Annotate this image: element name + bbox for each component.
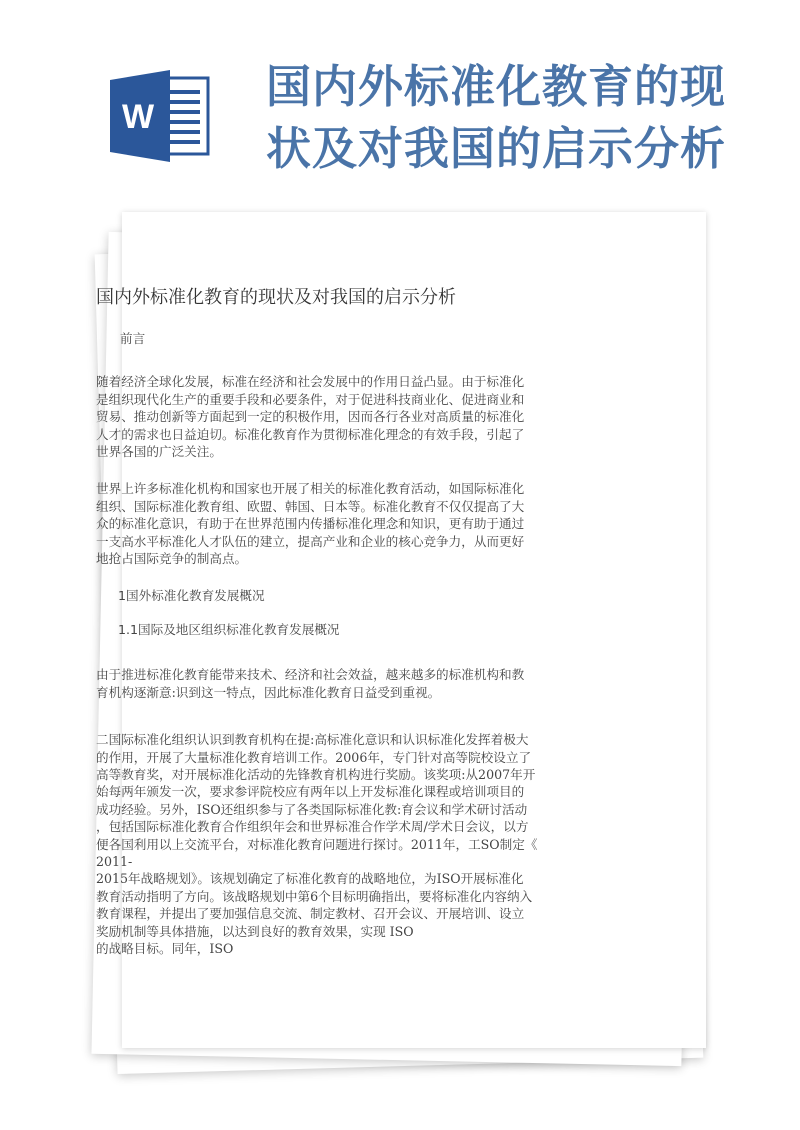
document-title: 国内外标准化教育的现状及对我国的启示分析 (96, 287, 456, 308)
text-line: 组织、国际标准化教育组、欧盟、韩国、日本等。标准化教育不仅仅提高了大 (96, 498, 525, 514)
text-line: 育机构逐渐意:识到这一特点，因此标准化教育日益受到重视。 (96, 684, 441, 700)
preface-label: 前言 (120, 331, 146, 346)
paragraph-section-1 (96, 666, 636, 701)
word-icon-letter: W (121, 98, 155, 136)
banner-title (266, 56, 766, 180)
banner-title-line-2: 状及对我国的启示分析 (266, 122, 727, 175)
text-line: 是组织现代化生产的重要手段和必要条件，对于促进科技商业化、促进商业和 (96, 391, 525, 407)
text-line: 世界上许多标准化机构和国家也开展了相关的标准化教育活动，如国际标准化 (96, 481, 525, 497)
word-logo-graphic (108, 70, 212, 162)
paragraph-intro-2 (96, 480, 636, 567)
text-line: 高等教育奖，对开展标准化活动的先锋教育机构进行奖励。该奖项:从2007年开 (96, 766, 536, 782)
text-line: 教育课程，并提出了要加强信息交流、制定教材、召开会议、开展培训、设立 (96, 906, 525, 922)
section-heading-1-1: 1.1国际及地区组织标准化教育发展概况 (118, 621, 340, 637)
text-line: 2011- (96, 853, 133, 869)
text-line: 奖励机制等具体措施，以达到良好的教育效果，实现 ISO (96, 923, 414, 939)
text-line: 便各国利用以上交流平台，对标准化教育问题进行探讨。2011年，工SO制定《 (96, 836, 538, 852)
section-heading-1: 1国外标准化教育发展概况 (118, 588, 265, 604)
text-line: 2015年战略规划》。该规划确定了标准化教育的战略地位，为ISO开展标准化 (96, 871, 524, 887)
text-line: 由于推进标准化教育能带来技术、经济和社会效益，越来越多的标准机构和教 (96, 667, 525, 683)
text-line: 一支高水平标准化人才队伍的建立，提高产业和企业的核心竞争力，从而更好 (96, 533, 525, 549)
banner-title-line-1: 国内外标准化教育的现 (266, 60, 727, 113)
text-line: 始每两年颁发一次，要求参评院校应有两年以上开发标准化课程或培训项目的 (96, 784, 525, 800)
text-line: 贸易、推动创新等方面起到一定的积极作用，因而各行各业对高质量的标准化 (96, 409, 525, 425)
word-document-icon (108, 70, 212, 162)
document-content (96, 286, 636, 977)
text-line: ，包括国际标准化教育合作组织年会和世界标准合作学术周/学术日会议，以方 (96, 819, 529, 835)
paragraph-intro-1 (96, 373, 636, 460)
text-line: 地抢占国际竞争的制高点。 (96, 551, 248, 567)
text-line: 成功经验。另外，ISO还组织参与了各类国际标准化教:育会议和学术研讨活动 (96, 801, 528, 817)
text-line: 的战略目标。同年，ISO (96, 940, 234, 956)
text-line: 二国际标准化组织认识到教育机构在提:高标准化意识和认识标准化发挥着极大 (96, 732, 529, 748)
text-line: 众的标准化意识，有助于在世界范围内传播标准化理念和知识，更有助于通过 (96, 516, 525, 532)
text-line: 教育活动指明了方向。该战略规划中第6个目标明确指出，要将标准化内容纳入 (96, 888, 533, 904)
text-line: 人才的需求也日益迫切。标准化教育作为贯彻标准化理念的有效手段，引起了 (96, 426, 525, 442)
text-line: 世界各国的广泛关注。 (96, 444, 222, 460)
text-line: 的作用，开展了大量标准化教育培训工作。2006年，专门针对高等院校设立了 (96, 749, 532, 765)
paragraph-section-2 (96, 731, 636, 957)
text-line: 随着经济全球化发展，标准在经济和社会发展中的作用日益凸显。由于标准化 (96, 374, 525, 390)
